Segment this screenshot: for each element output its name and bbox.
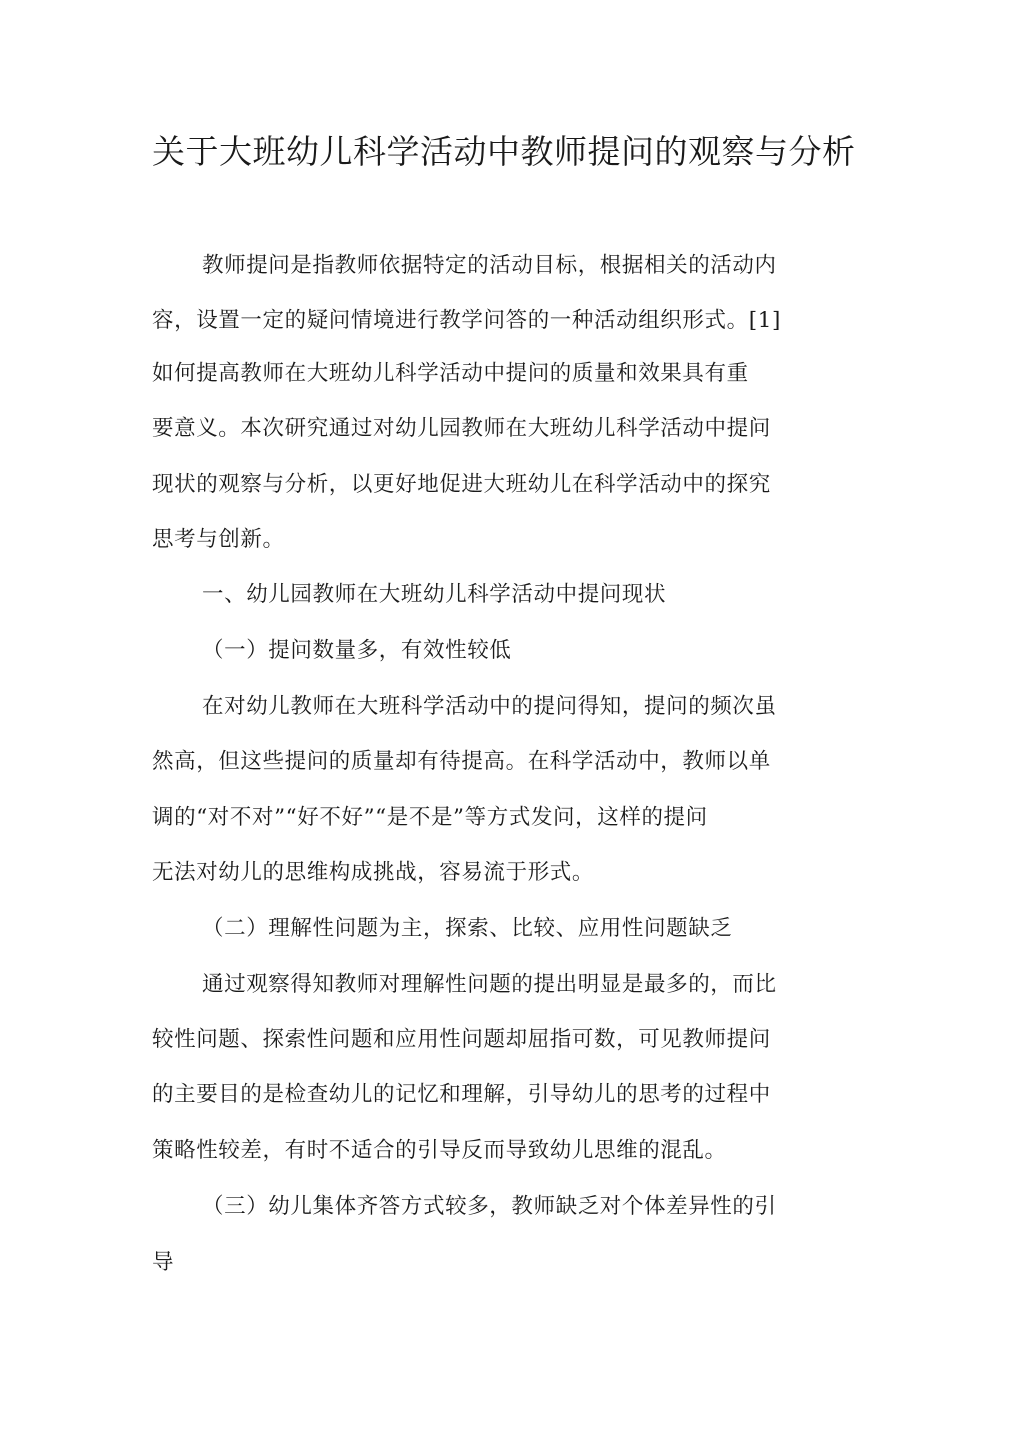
subsection-heading: （一）提问数量多，有效性较低 — [202, 638, 512, 663]
paragraph-line: 在对幼儿教师在大班科学活动中的提问得知，提问的频次虽 — [202, 694, 777, 719]
paragraph-line: 导 — [152, 1250, 175, 1275]
paragraph-line: 策略性较差，有时不适合的引导反而导致幼儿思维的混乱。 — [152, 1138, 727, 1163]
section-heading: 一、幼儿园教师在大班幼儿科学活动中提问现状 — [202, 582, 667, 607]
paragraph-line: 较性问题、探索性问题和应用性问题却屈指可数，可见教师提问 — [152, 1027, 771, 1052]
paragraph-line: 要意义。本次研究通过对幼儿园教师在大班幼儿科学活动中提问 — [152, 416, 771, 441]
paragraph-line: 教师提问是指教师依据特定的活动目标，根据相关的活动内 — [202, 253, 777, 278]
paragraph-line: 思考与创新。 — [152, 527, 285, 552]
subsection-heading: （三）幼儿集体齐答方式较多，教师缺乏对个体差异性的引 — [202, 1194, 777, 1219]
subsection-heading: （二）理解性问题为主，探索、比较、应用性问题缺乏 — [202, 916, 733, 941]
paragraph-line: 然高，但这些提问的质量却有待提高。在科学活动中，教师以单 — [152, 749, 771, 774]
paragraph-line: 的主要目的是检查幼儿的记忆和理解，引导幼儿的思考的过程中 — [152, 1082, 771, 1107]
paragraph-line: 通过观察得知教师对理解性问题的提出明显是最多的，而比 — [202, 972, 777, 997]
document-title: 关于大班幼儿科学活动中教师提问的观察与分析 — [152, 132, 856, 171]
paragraph-line: 容，设置一定的疑问情境进行教学问答的一种活动组织形式。[1] — [152, 308, 781, 333]
paragraph-line: 无法对幼儿的思维构成挑战，容易流于形式。 — [152, 860, 595, 885]
paragraph-line: 如何提高教师在大班幼儿科学活动中提问的质量和效果具有重 — [152, 361, 749, 386]
paragraph-line: 现状的观察与分析，以更好地促进大班幼儿在科学活动中的探究 — [152, 472, 771, 497]
paragraph-line: 调的“对不对”“好不好”“是不是”等方式发问，这样的提问 — [152, 805, 708, 830]
